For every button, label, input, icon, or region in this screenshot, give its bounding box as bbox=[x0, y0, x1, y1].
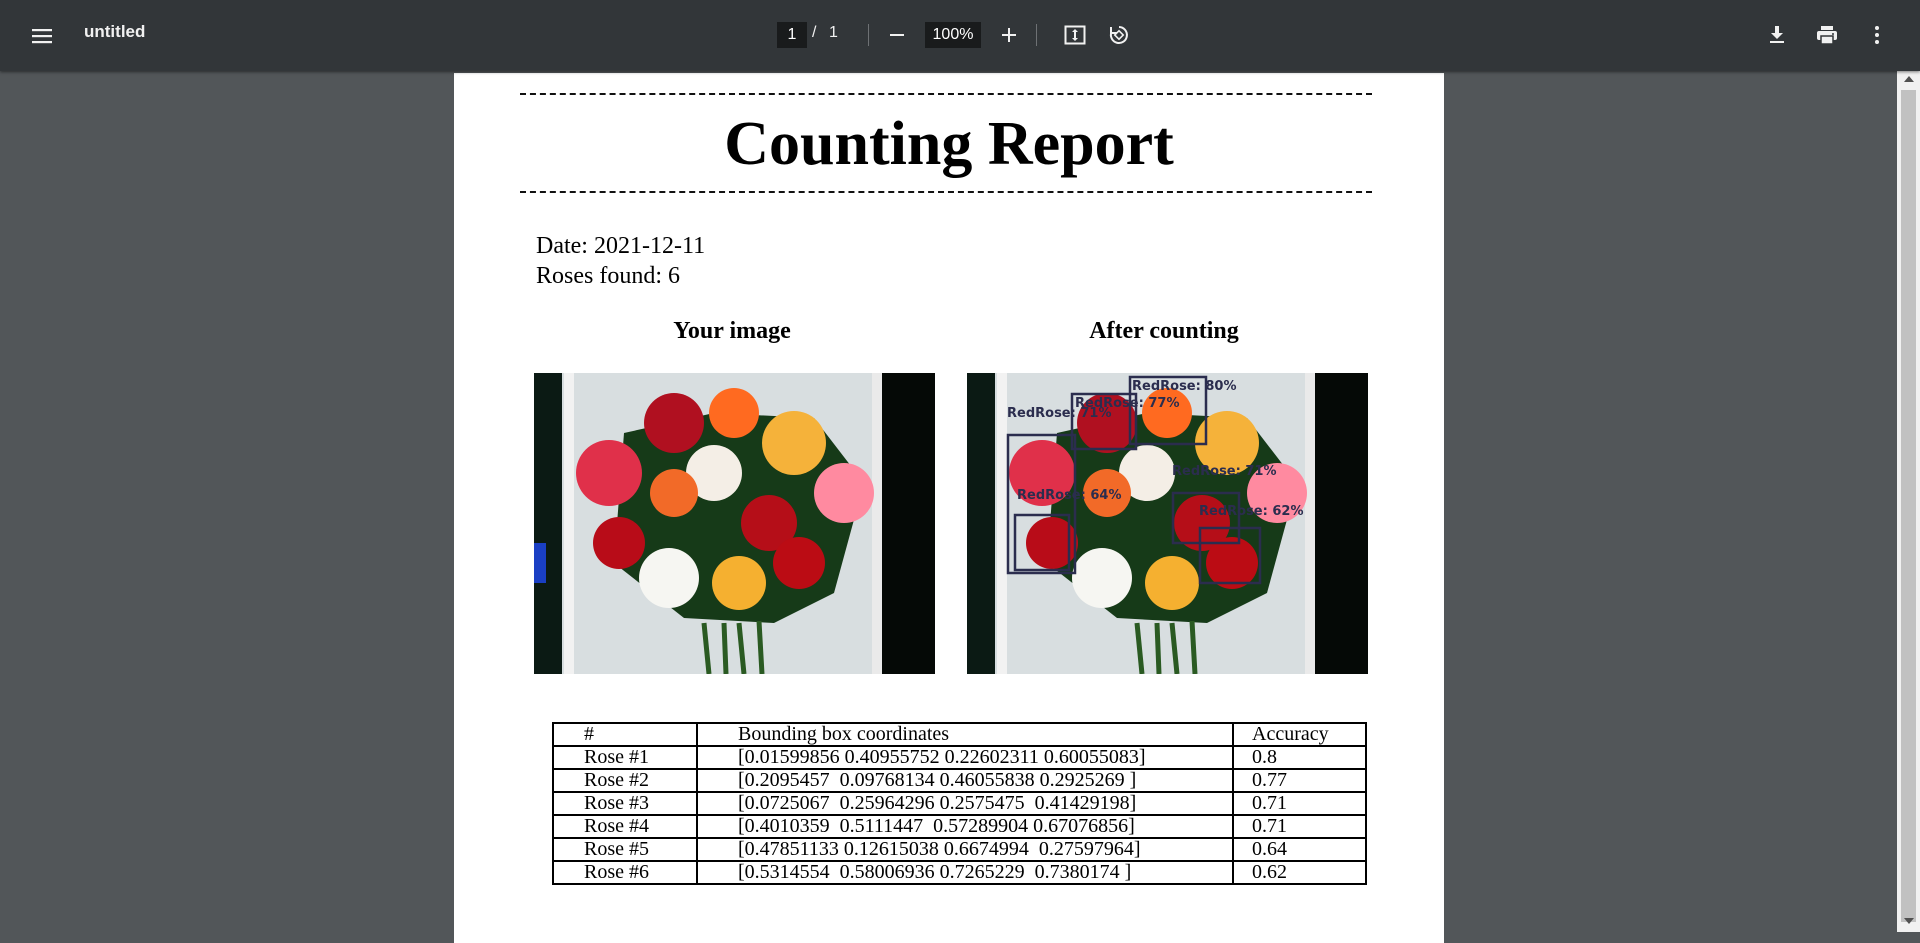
report-date: Date: 2021-12-11 bbox=[536, 233, 706, 259]
more-actions-button[interactable] bbox=[1859, 18, 1895, 52]
document-title: untitled bbox=[84, 22, 146, 41]
toolbar-divider bbox=[868, 24, 869, 46]
roses-found-count: Roses found: 6 bbox=[536, 263, 680, 289]
header-accuracy: Accuracy bbox=[1233, 723, 1366, 746]
counted-rose-image bbox=[967, 373, 1368, 674]
detection-label-2: RedRose: 77% bbox=[1075, 396, 1180, 411]
row-bbox: [0.2095457 0.09768134 0.46055838 0.2925269 ] bbox=[697, 769, 1233, 792]
zoom-in-button[interactable] bbox=[992, 20, 1026, 50]
detection-label-6: RedRose: 62% bbox=[1199, 504, 1304, 519]
table-row bbox=[553, 746, 1366, 769]
print-icon bbox=[1816, 25, 1838, 45]
row-name: Rose #6 bbox=[553, 861, 697, 884]
row-bbox: [0.4010359 0.5111447 0.57289904 0.67076856] bbox=[697, 815, 1233, 838]
scrollbar-thumb[interactable] bbox=[1901, 90, 1916, 922]
pdf-toolbar bbox=[0, 0, 1920, 71]
row-bbox: [0.01599856 0.40955752 0.22602311 0.60055083] bbox=[697, 746, 1233, 769]
download-icon bbox=[1768, 25, 1786, 45]
row-accuracy: 0.71 bbox=[1233, 792, 1366, 815]
detection-label-5: RedRose: 64% bbox=[1017, 488, 1122, 503]
row-accuracy: 0.8 bbox=[1233, 746, 1366, 769]
page-total: 1 bbox=[829, 24, 838, 41]
scroll-down-arrow-icon[interactable] bbox=[1904, 918, 1914, 924]
print-button[interactable] bbox=[1809, 18, 1845, 52]
fit-page-icon bbox=[1064, 25, 1086, 45]
table-row bbox=[553, 769, 1366, 792]
menu-icon bbox=[31, 27, 53, 45]
detection-label-4: RedRose: 71% bbox=[1172, 464, 1277, 479]
table-row bbox=[553, 861, 1366, 884]
row-name: Rose #3 bbox=[553, 792, 697, 815]
table-row bbox=[553, 815, 1366, 838]
row-bbox: [0.0725067 0.25964296 0.2575475 0.41429198] bbox=[697, 792, 1233, 815]
row-accuracy: 0.62 bbox=[1233, 861, 1366, 884]
report-title: Counting Report bbox=[724, 110, 1174, 178]
row-bbox: [0.47851133 0.12615038 0.6674994 0.27597964] bbox=[697, 838, 1233, 861]
table-row bbox=[553, 838, 1366, 861]
row-accuracy: 0.64 bbox=[1233, 838, 1366, 861]
top-dashed-rule bbox=[520, 93, 1372, 95]
more-vert-icon bbox=[1874, 25, 1880, 45]
zoom-level-input[interactable]: 100% bbox=[925, 22, 981, 48]
toolbar-divider bbox=[1036, 24, 1037, 46]
detection-label-1: RedRose: 80% bbox=[1132, 379, 1237, 394]
results-table bbox=[552, 722, 1367, 885]
download-button[interactable] bbox=[1759, 18, 1795, 52]
menu-button[interactable] bbox=[22, 16, 62, 56]
header-index: # bbox=[553, 723, 697, 746]
input-rose-image bbox=[534, 373, 935, 674]
fit-page-button[interactable] bbox=[1057, 18, 1093, 52]
row-name: Rose #5 bbox=[553, 838, 697, 861]
row-name: Rose #1 bbox=[553, 746, 697, 769]
scroll-up-arrow-icon[interactable] bbox=[1904, 76, 1914, 82]
header-bbox: Bounding box coordinates bbox=[697, 723, 1233, 746]
caption-after-counting: After counting bbox=[1089, 318, 1239, 344]
rotate-icon bbox=[1108, 24, 1130, 46]
pdf-page bbox=[454, 73, 1444, 943]
page-number-input[interactable]: 1 bbox=[777, 22, 807, 48]
row-bbox: [0.5314554 0.58006936 0.7265229 0.7380174 ] bbox=[697, 861, 1233, 884]
table-row bbox=[553, 792, 1366, 815]
row-accuracy: 0.71 bbox=[1233, 815, 1366, 838]
row-name: Rose #4 bbox=[553, 815, 697, 838]
bottom-dashed-rule bbox=[520, 191, 1372, 193]
zoom-out-button[interactable] bbox=[880, 20, 914, 50]
row-name: Rose #2 bbox=[553, 769, 697, 792]
table-header-row bbox=[553, 723, 1366, 746]
detection-label-3: RedRose: 71% bbox=[1007, 406, 1112, 421]
zoom-in-icon bbox=[1001, 27, 1017, 43]
page-separator: / bbox=[812, 24, 817, 41]
row-accuracy: 0.77 bbox=[1233, 769, 1366, 792]
zoom-out-icon bbox=[889, 27, 905, 43]
caption-your-image: Your image bbox=[673, 318, 791, 344]
rotate-button[interactable] bbox=[1101, 18, 1137, 52]
